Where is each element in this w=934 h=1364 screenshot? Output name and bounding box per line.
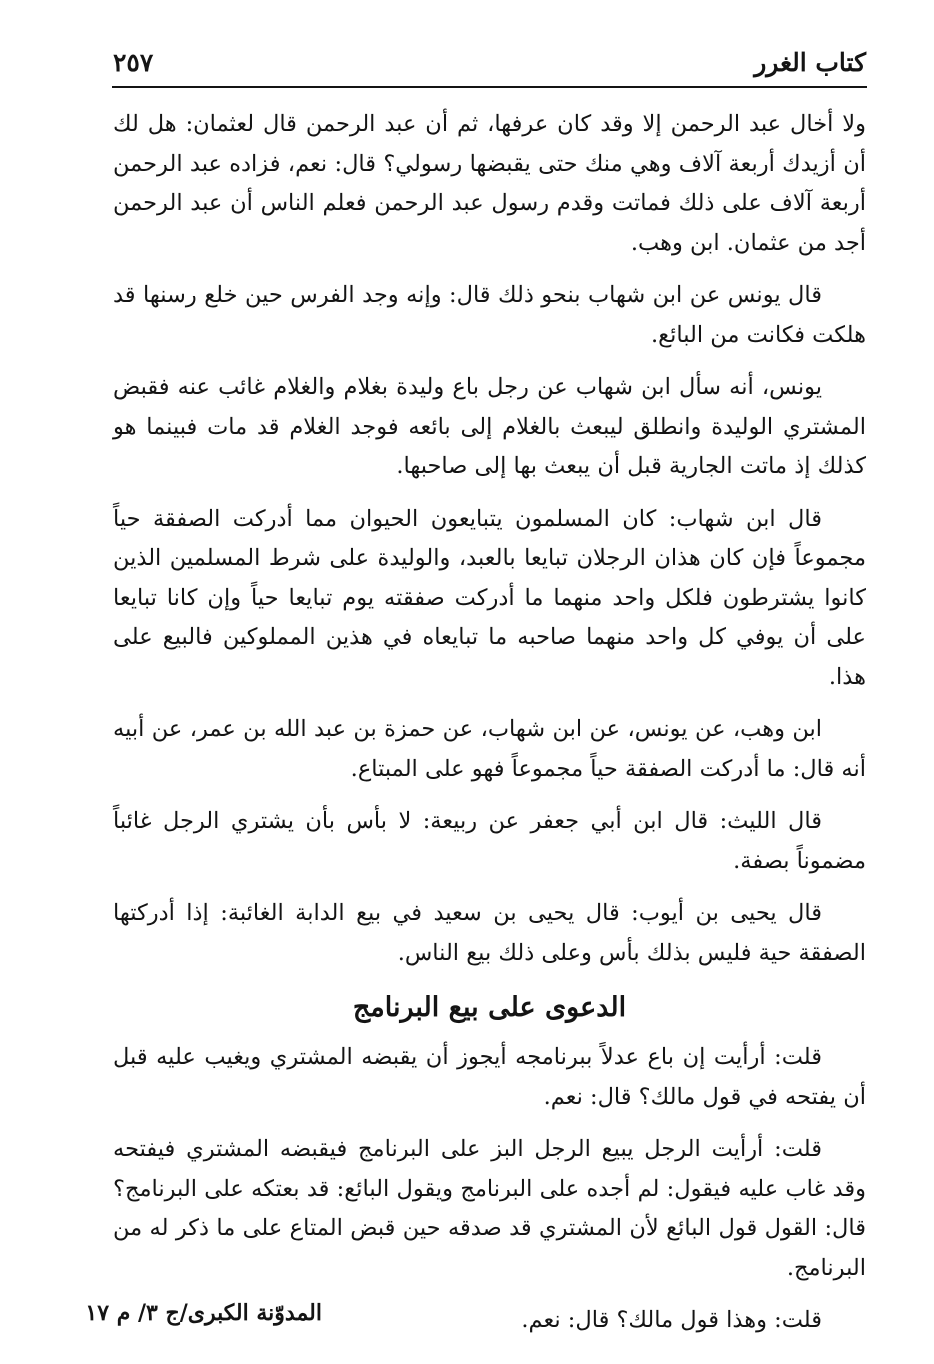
section-heading: الدعوى على بيع البرنامج — [352, 992, 627, 1023]
page-number: ٢٥٧ — [113, 48, 154, 77]
header-rule — [112, 86, 867, 88]
book-title: كتاب الغرر — [754, 48, 866, 77]
paragraph: يونس، أنه سأل ابن شهاب عن رجل باع وليدة بغلام والغلام غائب عنه فقبض المشتري الوليدة وانطلق ليبعث بالغلام إلى بائعه فوجد الغلام قد مات فبينما هو كذلك إذ ماتت الجارية قبل أن يبعث بها إلى صاحبها. — [113, 374, 866, 479]
running-header — [113, 48, 866, 84]
paragraph: قال الليث: قال ابن أبي جعفر عن ربيعة: لا بأس بأن يشتري الرجل غائباً مضموناً بصفة. — [113, 808, 866, 874]
paragraph: ولا أخال عبد الرحمن إلا وقد كان عرفها، ثم أن عبد الرحمن قال لعثمان: هل لك أن أزيدك أربعة آلاف وهي منك حتى يقبضها رسولي؟ قال: نعم، فزاده عبد الرحمن أربعة آلاف على ذلك فماتت وقدم رسول عبد الرحمن فعلم الناس أن عبد الرحمن أجد من عثمان. ابن وهب. — [113, 111, 866, 256]
footer-signature: المدوّنة الكبرى/ج ٣/ م ١٧ — [85, 1300, 322, 1326]
paragraph: قلت: وهذا قول مالك؟ قال: نعم. — [521, 1307, 822, 1333]
paragraph: قال يحيى بن أيوب: قال يحيى بن سعيد في بيع الدابة الغائبة: إذا أدركتها الصفقة حية فليس بذلك بأس وعلى ذلك بيع الناس. — [113, 900, 866, 966]
paragraph: قلت: أرأيت إن باع عدلاً ببرنامجه أيجوز أن يقبضه المشتري ويغيب عليه قبل أن يفتحه في قول مالك؟ قال: نعم. — [113, 1044, 866, 1110]
paragraph: ابن وهب، عن يونس، عن ابن شهاب، عن حمزة بن عبد الله بن عمر، عن أبيه أنه قال: ما أدركت الصفقة حياً مجموعاً فهو على المبتاع. — [113, 716, 866, 782]
paragraph: قال ابن شهاب: كان المسلمون يتبايعون الحيوان مما أدركت الصفقة حياً مجموعاً فإن كان هذان الرجلان تبايعا بالعبد، والوليدة على شرط المسلمين الذين كانوا يشترطون فلكل واحد منهما ما أدركت صفقته يوم تبايعا حياً وإن كانا تبايعا على أن يوفي كل واحد منهما صاحبه ما تبايعاه في هذين المملوكين فالبيع على هذا. — [113, 505, 866, 690]
paragraph: قال يونس عن ابن شهاب بنحو ذلك قال: وإنه وجد الفرس حين خلع رسنها قد هلكت فكانت من البائع. — [113, 282, 866, 348]
page-body — [113, 105, 866, 1354]
paragraph: قلت: أرأيت الرجل يبيع الرجل البز على البرنامج فيقبضه المشتري فيفتحه وقد غاب عليه فيقول: لم أجده على البرنامج ويقول البائع: قد بعتكه على البرنامج؟ قال: القول قول البائع لأن المشتري قد صدقه حين قبض المتاع على ما ذكر له من البرنامج. — [113, 1136, 866, 1281]
